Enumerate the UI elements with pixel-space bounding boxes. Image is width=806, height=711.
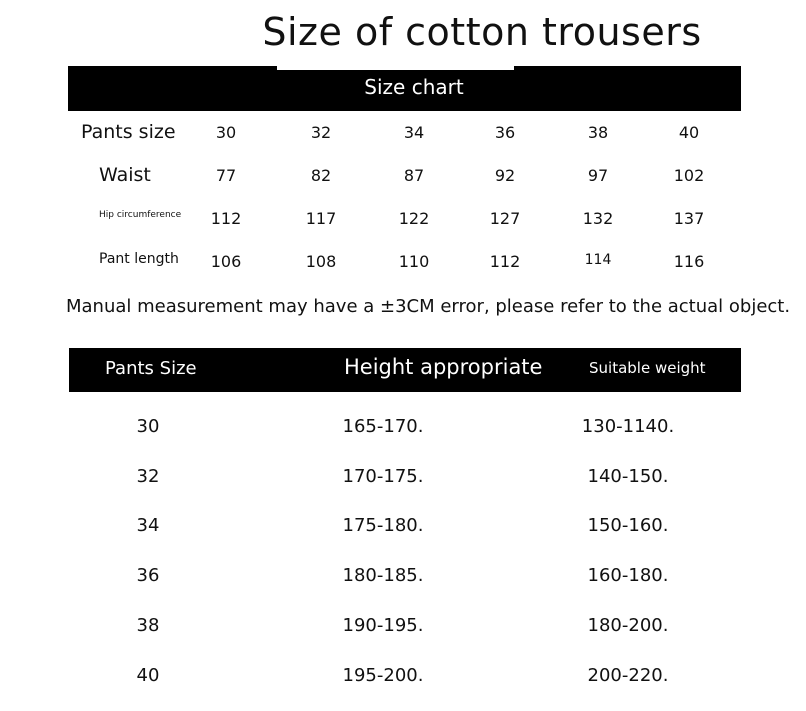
table-cell: 82 <box>310 166 332 185</box>
header-weight: Suitable weight <box>589 359 706 377</box>
table-cell: 102 <box>673 166 705 185</box>
table-cell-weight: 200-220. <box>587 665 669 686</box>
table-cell-height: 175-180. <box>342 515 424 536</box>
table-row <box>0 416 806 456</box>
table-row <box>0 466 806 506</box>
table-cell-size: 40 <box>136 665 160 686</box>
table-cell: 112 <box>489 252 521 271</box>
table-row <box>0 565 806 605</box>
table-cell: 38 <box>587 123 609 142</box>
table-cell-weight: 140-150. <box>587 466 669 487</box>
table-cell-size: 32 <box>136 466 160 487</box>
table-cell: 112 <box>210 209 242 228</box>
table-cell-height: 170-175. <box>342 466 424 487</box>
table-cell-height: 180-185. <box>342 565 424 586</box>
table-cell-size: 36 <box>136 565 160 586</box>
table-cell-height: 190-195. <box>342 615 424 636</box>
table-row <box>0 515 806 555</box>
row-label-hip: Hip circumference <box>99 210 182 220</box>
table-cell: 137 <box>673 209 705 228</box>
table-row <box>0 615 806 655</box>
table-cell-size: 38 <box>136 615 160 636</box>
table-cell: 122 <box>398 209 430 228</box>
table-cell: 110 <box>398 252 430 271</box>
table-cell: 127 <box>489 209 521 228</box>
table-cell-weight: 150-160. <box>587 515 669 536</box>
table-cell-weight: 160-180. <box>587 565 669 586</box>
table-cell-height: 165-170. <box>342 416 424 437</box>
table-row <box>0 665 806 705</box>
table-cell: 34 <box>403 123 425 142</box>
table-cell: 132 <box>582 209 614 228</box>
table-cell-size: 30 <box>136 416 160 437</box>
table-cell: 108 <box>305 252 337 271</box>
row-label-pant-length: Pant length <box>99 251 179 267</box>
table-cell: 32 <box>310 123 332 142</box>
row-label-pants-size: Pants size <box>81 121 176 143</box>
table-cell: 117 <box>305 209 337 228</box>
table-cell: 30 <box>215 123 237 142</box>
table-cell: 77 <box>215 166 237 185</box>
header-height: Height appropriate <box>344 355 543 379</box>
table-cell-weight: 180-200. <box>587 615 669 636</box>
table-cell: 87 <box>403 166 425 185</box>
table-cell-size: 34 <box>136 515 160 536</box>
table-cell: 36 <box>494 123 516 142</box>
table-cell: 40 <box>678 123 700 142</box>
page-title: Size of cotton trousers <box>262 10 702 54</box>
table-cell-height: 195-200. <box>342 665 424 686</box>
table-cell: 114 <box>584 252 612 268</box>
table-cell: 106 <box>210 252 242 271</box>
header-pants-size: Pants Size <box>105 358 197 379</box>
table-cell: 97 <box>587 166 609 185</box>
table-cell: 116 <box>673 252 705 271</box>
measurement-note: Manual measurement may have a ±3CM error, please refer to the actual object. <box>66 296 791 317</box>
table-cell: 92 <box>494 166 516 185</box>
size-chart-header: Size chart <box>364 75 464 99</box>
table-cell-weight: 130-1140. <box>581 416 675 437</box>
row-label-waist: Waist <box>99 164 151 186</box>
